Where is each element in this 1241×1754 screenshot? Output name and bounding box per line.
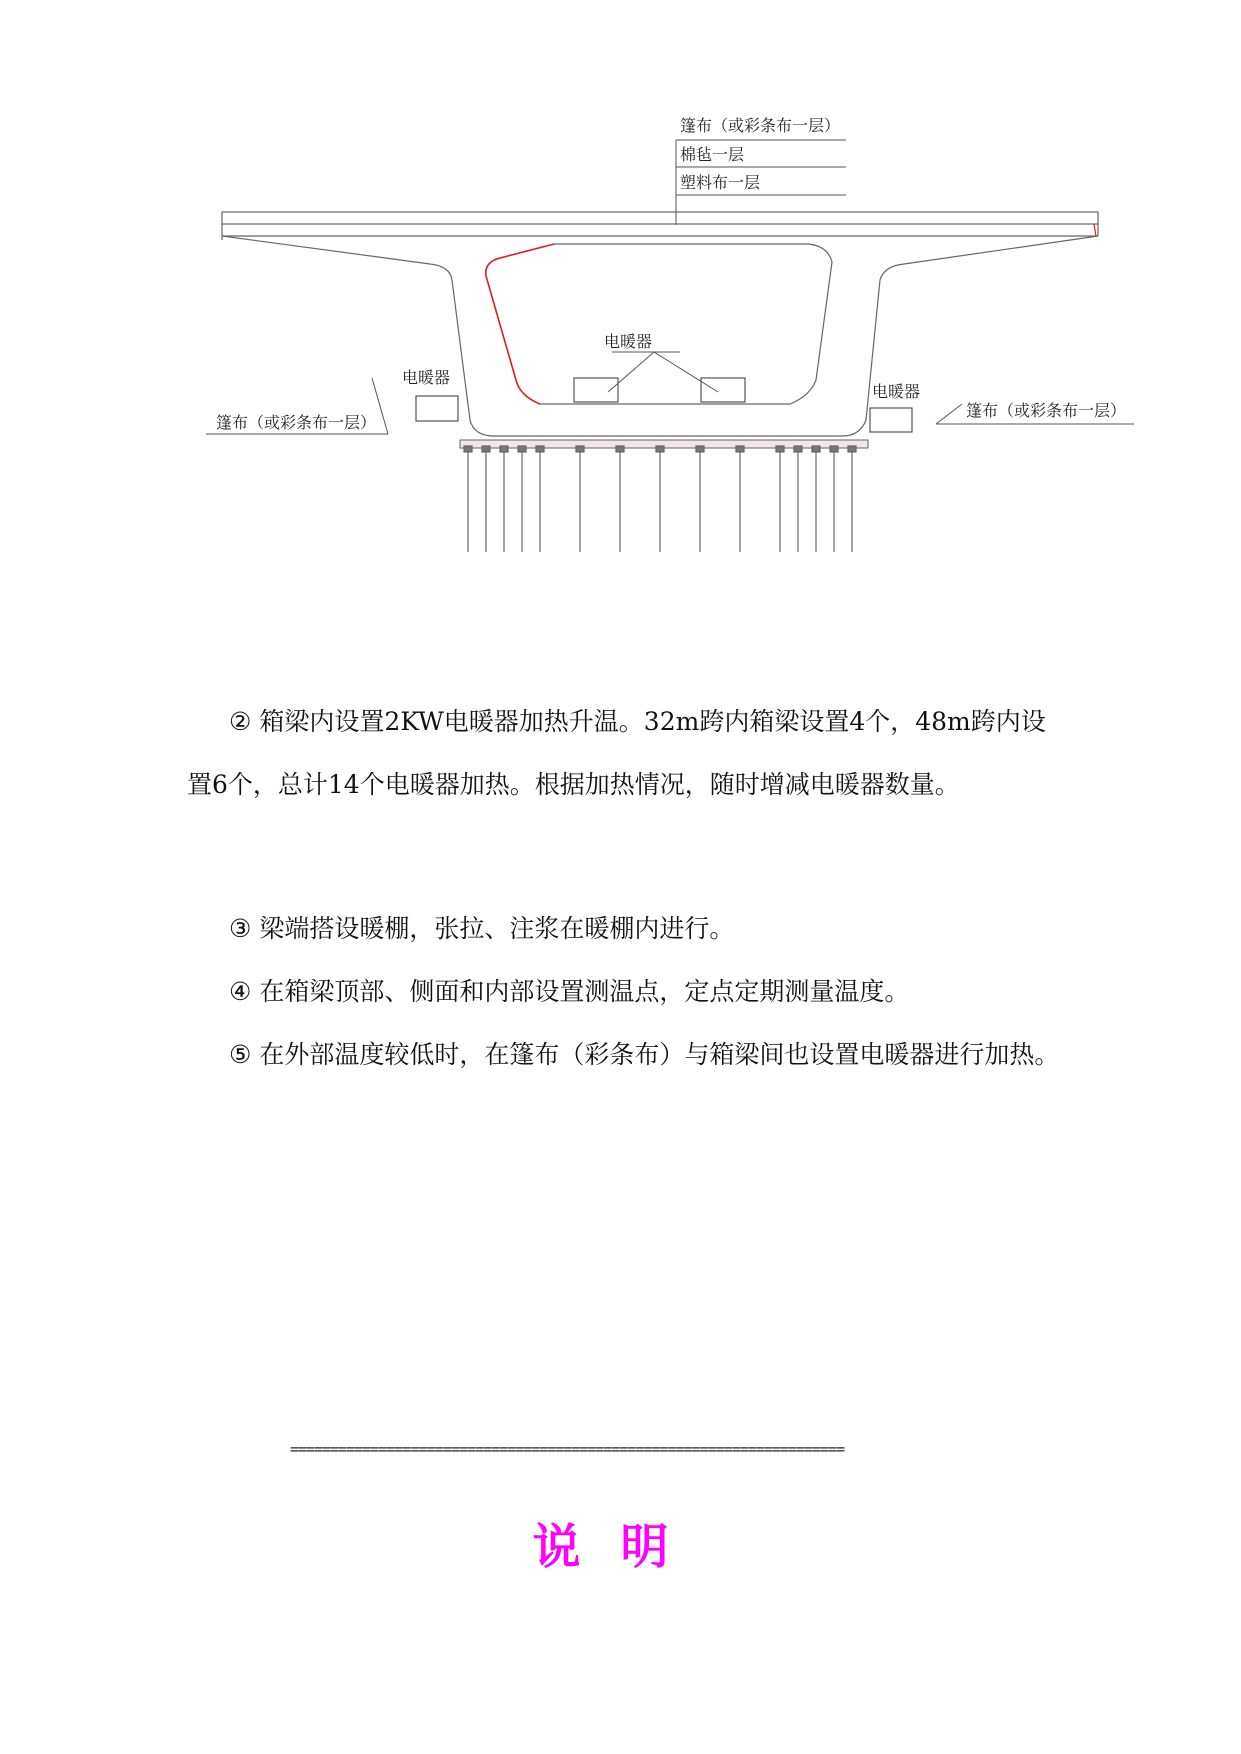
paragraph-3-text: 梁端搭设暖棚，张拉、注浆在暖棚内进行。 — [259, 914, 735, 943]
support-post-cap — [736, 446, 744, 452]
support-post-cap — [576, 446, 584, 452]
paragraph-2 — [187, 690, 1067, 816]
label-cotton-felt: 棉毡一层 — [680, 145, 745, 164]
heater-center-right — [701, 378, 745, 402]
girder-inner-cell — [486, 244, 832, 404]
label-tarp-top: 篷布（或彩条布一层） — [680, 116, 841, 135]
support-post-cap — [830, 446, 838, 452]
support-post-cap — [848, 446, 856, 452]
support-post-cap — [482, 446, 490, 452]
paragraph-5-text: 在外部温度较低时，在篷布（彩条布）与箱梁间也设置电暖器进行加热。 — [259, 1040, 1060, 1069]
paragraph-5 — [187, 1023, 1067, 1086]
heater-left — [416, 396, 458, 421]
divider-line: ===================================================================== — [290, 1440, 845, 1458]
support-post-cap — [776, 446, 784, 452]
paragraph-3 — [187, 897, 1067, 960]
deck-slab — [222, 212, 1098, 236]
support-post-cap — [536, 446, 544, 452]
support-post-cap — [812, 446, 820, 452]
label-heater-right: 电暖器 — [872, 382, 921, 401]
paragraph-4 — [187, 960, 1067, 1023]
deck-red-edge — [1094, 224, 1096, 236]
paragraph-4-number: ④ — [229, 977, 252, 1006]
support-post-cap — [518, 446, 526, 452]
label-heater-center: 电暖器 — [604, 332, 653, 351]
label-tarp-right: 篷布（或彩条布一层） — [966, 401, 1127, 420]
paragraph-2-number: ② — [229, 707, 252, 736]
label-tarp-left: 篷布（或彩条布一层） — [216, 413, 377, 432]
paragraph-3-number: ③ — [229, 914, 252, 943]
label-heater-left: 电暖器 — [402, 368, 451, 387]
support-post-cap — [696, 446, 704, 452]
paragraph-2-text: 箱梁内设置2KW电暖器加热升温。32m跨内箱梁设置4个，48m跨内设置6个，总计14个电暖器加热。根据加热情况，随时增减电暖器数量。 — [187, 707, 1046, 799]
support-post-cap — [616, 446, 624, 452]
paragraph-5-number: ⑤ — [229, 1040, 252, 1069]
section-heading: 说明 — [532, 1519, 709, 1575]
inner-cell-red-left — [486, 244, 554, 404]
support-post-cap — [500, 446, 508, 452]
box-girder-heating-diagram — [0, 0, 1241, 600]
heater-center-left — [574, 378, 618, 402]
support-posts — [464, 446, 856, 552]
support-post-cap — [656, 446, 664, 452]
support-post-cap — [464, 446, 472, 452]
support-post-cap — [794, 446, 802, 452]
heater-boxes — [416, 378, 912, 432]
paragraph-4-text: 在箱梁顶部、侧面和内部设置测温点，定点定期测量温度。 — [259, 977, 910, 1006]
heater-right — [870, 408, 912, 432]
label-plastic-cloth: 塑料布一层 — [680, 173, 761, 192]
